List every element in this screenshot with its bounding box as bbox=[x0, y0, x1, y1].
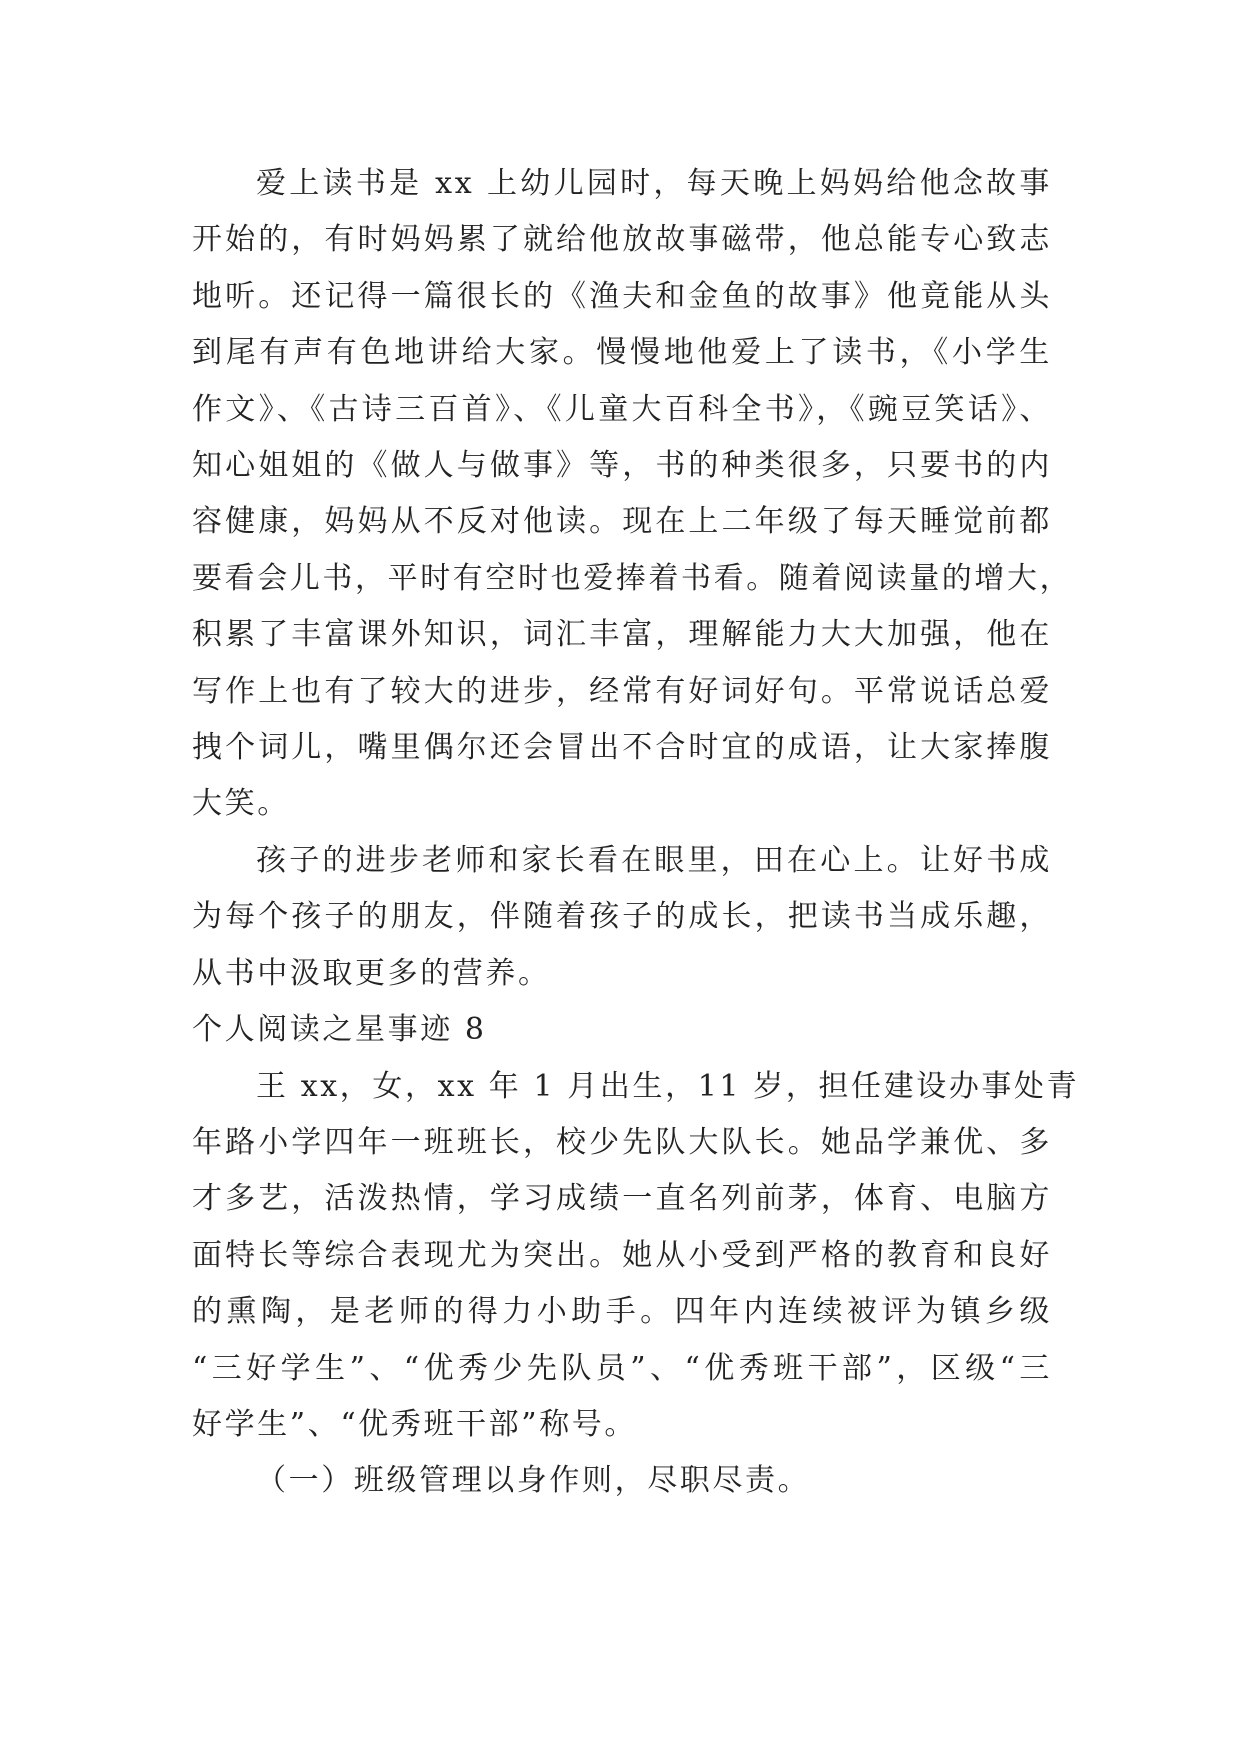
text-line: 从书中汲取更多的营养。 bbox=[192, 955, 551, 991]
text-line: 大笑。 bbox=[192, 786, 290, 822]
paragraph-profile bbox=[192, 1059, 1080, 1454]
text-line: 才多艺，活泼热情，学习成绩一直名列前茅，体育、电脑方 bbox=[192, 1181, 1052, 1217]
text-line: 爱上读书是 xx 上幼儿园时，每天晚上妈妈给他念故事 bbox=[256, 166, 1052, 201]
text-line: 知心姐姐的《做人与做事》等，书的种类很多，只要书的内 bbox=[192, 448, 1052, 484]
text-line: 要看会儿书，平时有空时也爱捧着书看。随着阅读量的增大， bbox=[192, 560, 1073, 596]
text-line: 孩子的进步老师和家长看在眼里，田在心上。让好书成 bbox=[256, 842, 1052, 878]
text-line: （一）班级管理以身作则，尽职尽责。 bbox=[256, 1463, 811, 1499]
paragraph-reading-habit bbox=[192, 156, 1073, 833]
text-line: 地听。还记得一篇很长的《渔夫和金鱼的故事》他竟能从头 bbox=[192, 278, 1052, 314]
text-line: 写作上也有了较大的进步，经常有好词好句。平常说话总爱 bbox=[192, 673, 1052, 709]
section-heading bbox=[192, 1002, 1052, 1058]
text-line: 拽个词儿，嘴里偶尔还会冒出不合时宜的成语，让大家捧腹 bbox=[192, 730, 1052, 766]
subsection-item bbox=[192, 1453, 1052, 1509]
text-line: 的熏陶，是老师的得力小助手。四年内连续被评为镇乡级 bbox=[192, 1294, 1052, 1330]
text-line: 积累了丰富课外知识，词汇丰富，理解能力大大加强，他在 bbox=[192, 617, 1052, 653]
text-line: “三好学生”、“优秀少先队员”、“优秀班干部”，区级“三 bbox=[192, 1350, 1052, 1386]
text-line: 容健康，妈妈从不反对他读。现在上二年级了每天睡觉前都 bbox=[192, 504, 1052, 540]
text-line: 作文》、《古诗三百首》、《儿童大百科全书》，《豌豆笑话》、 bbox=[192, 391, 1052, 427]
text-line: 到尾有声有色地讲给大家。慢慢地他爱上了读书，《小学生 bbox=[192, 335, 1052, 371]
document-body bbox=[192, 156, 1080, 1510]
text-line: 好学生”、“优秀班干部”称号。 bbox=[192, 1406, 638, 1442]
text-line: 年路小学四年一班班长，校少先队大队长。她品学兼优、多 bbox=[192, 1124, 1052, 1160]
text-line: 王 xx，女，xx 年 1 月出生，11 岁，担任建设办事处青 bbox=[256, 1068, 1080, 1104]
text-line: 为每个孩子的朋友，伴随着孩子的成长，把读书当成乐趣， bbox=[192, 899, 1052, 935]
text-line: 面特长等综合表现尤为突出。她从小受到严格的教育和良好 bbox=[192, 1237, 1052, 1273]
text-line: 开始的，有时妈妈累了就给他放故事磁带，他总能专心致志 bbox=[192, 222, 1052, 258]
heading-text: 个人阅读之星事迹 8 bbox=[192, 1012, 487, 1048]
paragraph-progress bbox=[192, 833, 1052, 1002]
